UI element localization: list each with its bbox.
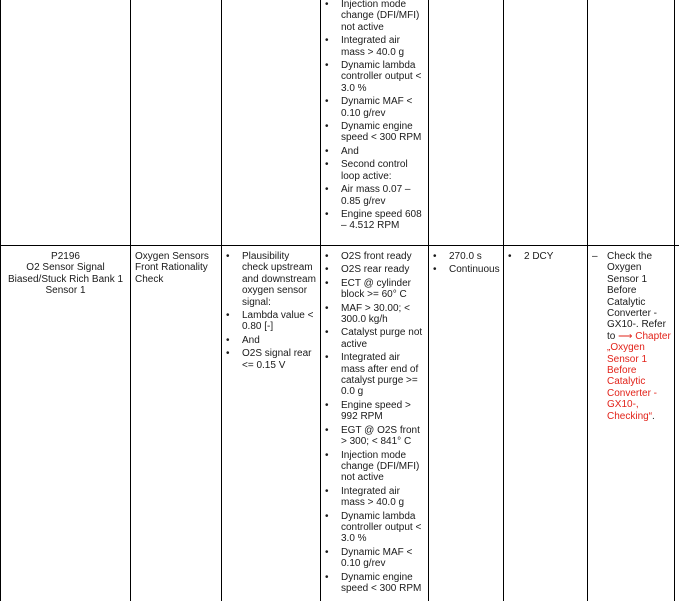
condition-item-text: Injection mode change (DFI/MFI) not active [341, 449, 420, 484]
bullet: • [325, 510, 329, 522]
enable-conditions [321, 251, 425, 596]
condition-item-text: Dynamic MAF < 0.10 g/rev [341, 546, 413, 570]
column-divider [428, 0, 429, 601]
bullet: • [325, 264, 329, 276]
dtc-code: P2196 [51, 251, 80, 262]
time-item-text: Continuous [449, 264, 500, 276]
time-item [429, 251, 501, 262]
bullet: • [433, 264, 437, 276]
condition-item [321, 303, 425, 326]
condition-item-text: And [341, 145, 359, 157]
table-border-right [674, 0, 675, 601]
criteria-item-text: O2S signal rear <= 0.15 V [242, 348, 312, 371]
condition-item [321, 96, 425, 119]
condition-item [321, 251, 425, 262]
condition-item [321, 425, 425, 448]
time-item [429, 264, 501, 275]
condition-item [321, 146, 425, 157]
bullet: • [433, 251, 437, 262]
table-border-left [0, 0, 1, 601]
condition-item [321, 327, 425, 350]
condition-item-text: Integrated air mass > 40.0 g [341, 485, 405, 509]
bullet: • [325, 424, 329, 436]
condition-item-text: Integrated air mass > 40.0 g [341, 35, 405, 58]
condition-item-text: O2S rear ready [341, 264, 410, 276]
criteria-item-text: And [242, 334, 260, 346]
bullet: • [226, 310, 230, 322]
condition-item [321, 35, 425, 58]
condition-item-text: Injection mode change (DFI/MFI) not active [341, 0, 420, 33]
row-divider [0, 245, 679, 246]
time-item-text: 270.0 s [449, 251, 482, 262]
condition-item-text: Dynamic engine speed < 300 RPM [341, 121, 422, 144]
condition-item-text: Engine speed 608 – 4.512 RPM [341, 208, 422, 232]
condition-item [321, 352, 425, 398]
condition-item-text: Dynamic engine speed < 300 RPM [341, 571, 422, 594]
dash: – [592, 251, 598, 262]
remedy-text: Check the Oxygen Sensor 1 Before Catalytic Converter - GX10-. Refer to [607, 251, 666, 342]
monitor-description: Oxygen Sensors Front Rationality Check [135, 251, 209, 285]
bullet: • [325, 277, 329, 289]
remedy-cell [588, 251, 673, 422]
malfunction-criteria [222, 251, 318, 373]
condition-item-text: EGT @ O2S front > 300; < 841° C [341, 424, 420, 448]
bullet: • [325, 302, 329, 314]
bullet: • [508, 251, 512, 262]
column-divider [130, 0, 131, 601]
bullet: • [325, 35, 329, 47]
bullet: • [226, 251, 230, 262]
bullet: • [325, 327, 329, 339]
condition-item-text: MAF > 30.00; < 300.0 kg/h [341, 302, 410, 326]
condition-item [321, 486, 425, 509]
condition-item-text: Second control loop active: [341, 159, 408, 182]
condition-item [321, 400, 425, 423]
mil-illumination [504, 251, 584, 264]
bullet: • [325, 121, 329, 133]
bullet: • [325, 485, 329, 497]
condition-item [321, 547, 425, 570]
bullet: • [226, 334, 230, 346]
condition-item [321, 209, 425, 232]
criteria-item-text: Plausibility check upstream and downstream oxygen sensor signal: [242, 251, 316, 308]
condition-item [321, 264, 425, 275]
condition-item-text: Dynamic lambda controller output < 3.0 % [341, 510, 422, 545]
mil-item-text: 2 DCY [524, 251, 554, 262]
condition-item [321, 511, 425, 545]
condition-item [321, 121, 425, 144]
condition-item-text: Air mass 0.07 – 0.85 g/rev [341, 184, 411, 207]
condition-item-text: O2S front ready [341, 251, 412, 262]
bullet: • [325, 159, 329, 171]
bullet: • [325, 184, 329, 196]
chapter-link[interactable]: ⟶ Chapter „Oxygen Sensor 1 Before Catalytic Converter - GX10-, Checking“ [607, 330, 671, 422]
condition-item-text: ECT @ cylinder block >= 60° C [341, 277, 411, 301]
bullet: • [325, 546, 329, 558]
bullet: • [325, 0, 329, 10]
mil-item [504, 251, 584, 262]
condition-item [321, 159, 425, 182]
bullet: • [325, 571, 329, 583]
condition-item-text: Integrated air mass after end of catalyst purge >= 0.0 g [341, 352, 419, 398]
dtc-cell [4, 251, 127, 297]
condition-item-text: Catalyst purge not active [341, 327, 423, 350]
condition-item [321, 278, 425, 301]
condition-item [321, 184, 425, 207]
condition-item [321, 0, 425, 33]
condition-item [321, 450, 425, 484]
criteria-item [222, 335, 318, 346]
condition-item-text: Engine speed > 992 RPM [341, 399, 411, 423]
bullet: • [325, 145, 329, 157]
condition-item [321, 572, 425, 595]
top-row-conditions [321, 0, 425, 234]
bullet: • [325, 60, 329, 72]
bullet: • [325, 251, 329, 262]
bullet: • [325, 399, 329, 411]
criteria-item [222, 348, 318, 371]
condition-item [321, 60, 425, 94]
condition-item-text: Dynamic lambda controller output < 3.0 % [341, 60, 422, 94]
time-required [429, 251, 501, 278]
criteria-item [222, 310, 318, 333]
bullet: • [226, 348, 230, 360]
criteria-item-text: Lambda value < 0.80 [-] [242, 310, 314, 333]
bullet: • [325, 96, 329, 108]
remedy-tail: . [652, 410, 655, 422]
bullet: • [325, 449, 329, 461]
bullet: • [325, 208, 329, 220]
condition-item-text: Dynamic MAF < 0.10 g/rev [341, 96, 413, 119]
bullet: • [325, 352, 329, 364]
criteria-item [222, 251, 318, 308]
column-divider [503, 0, 504, 601]
dtc-description: O2 Sensor Signal Biased/Stuck Rich Bank 1 Sensor 1 [7, 262, 124, 297]
